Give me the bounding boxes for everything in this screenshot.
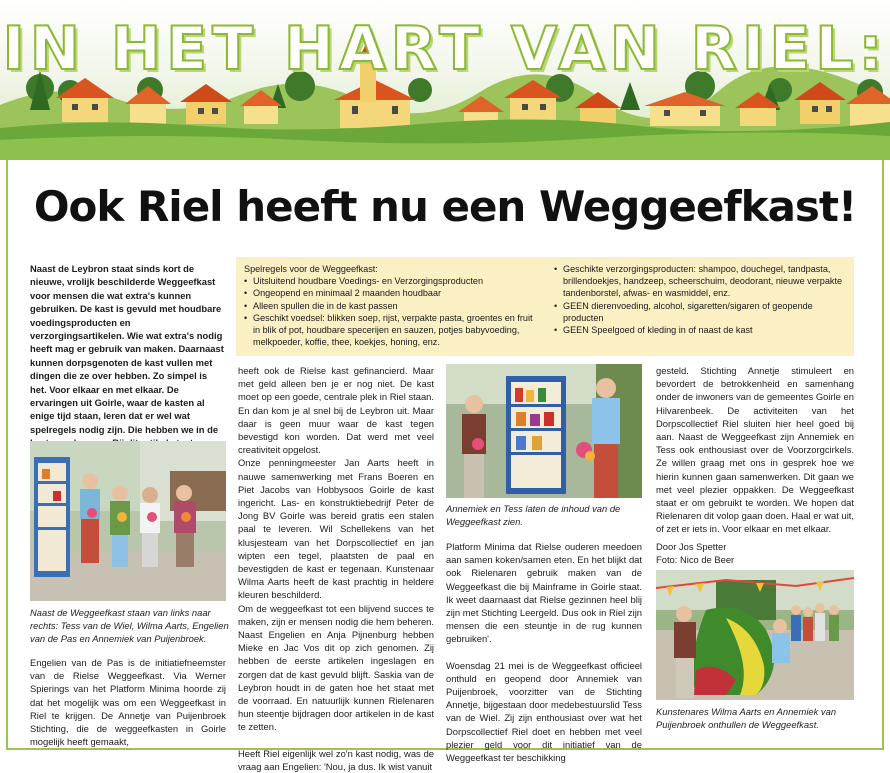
col2-paragraph: heeft ook de Rielse kast gefinancierd. Maar met geld alleen ben je er nog niet. De kast moet op een goede, centrale plek in Riel staan. En dan kom je al snel bij de Leybron uit. Maar daar is geen muur waar de kast tegen bevestigd kon worden. Dat werd met veel creativiteit opgelost.	[238, 365, 434, 456]
rule-item: • Alleen spullen die in de kast passen	[244, 300, 540, 312]
photo3-caption: Kunstenares Wilma Aarts en Annemiek van Puijenbroek onthullen de Weggeefkast.	[656, 706, 837, 731]
rule-item: • GEEN dierenvoeding, alcohol, sigaretten/sigaren of geopende producten	[554, 300, 850, 324]
col3-paragraph: Platform Minima dat Rielse ouderen meedoen aan samen koken/samen eten. En het blijkt dat ook Rielenaren gebruik maken van de Weggeefkast die bij Mainframe in Goirle staat. Ik weet daarnaast dat Rielse gezinnen heel blij zijn met Stichting Leergeld. Dus ook in Riel zijn mensen die een steuntje in de rug kunnen gebruiken'.	[446, 541, 642, 645]
intro-paragraph: Naast de Leybron staat sinds kort de nieuwe, vrolijk beschilderde Weggeefkast voor mensen die wat extra's kunnen gebruiken. De kast is gevuld met houdbare voedingsproducten en verzorgingsartikelen. Wie wat extra's nodig heeft mag er gebruik van maken. Daarnaast kunnen dorpsgenoten de kast vullen met dingen die ze over hebben. Zo simpel is het. Voor elkaar en met elkaar. De ervaringen uit Goirle, waar de kasten al enige tijd staan, leren dat er wel wat spelregels nodig zijn. Die hebben we in de	[30, 263, 224, 435]
rule-item: • Geschikte verzorgingsproducten: shampoo, douchegel, tandpasta, brillendoekjes, handzeep, scheerschuim, deodorant, nieuwe verpakte tandenborstel, afwas- en wasmiddel, enz.	[554, 263, 850, 300]
col2-body	[238, 364, 434, 773]
rules-list-right	[554, 263, 850, 336]
col4-body: gesteld. Stichting Annetje stimuleert en bevordert de betrokkenheid en samenhang onder de inwoners van de gemeentes Goirle en Hilvarenbeek. De activiteiten van het Dorpscollectief Riel sluiten hier heel goed bij aan. Naast de Weggeefkast zijn Annemiek en Tess ook enthousiast over de Voorzorgcirkels. Ze willen graag met ons in gesprek hoe we hierin kunnen gaan samenwerken. Dit gaan we met veel plezier oppakken. De Weggeefkast staat er om gebruikt te worden. We hopen dat Rielenaren dit volop gaan doen. Haal er wat uit, of zet er iets in. Voor elkaar en met elkaar.	[656, 365, 854, 535]
col2-paragraph: Om de weggeefkast tot een blijvend succes te maken, zijn er mensen nodig die hem beheren. Naast Engelien en Anja Pijnenburg hebben Mieke en Jac Vos dit op zich genomen. Zij hebben de eerste artikelen ingeslagen en zorgen dat de kast gevuld blijft. Saskia van de Leybron houdt in de gaten hoe het staat met de voorraad. En natuurlijk kunnen Rielenaren hun steentje bijdragen door artikelen in de kast te zetten.	[238, 602, 434, 733]
rule-item: • Ongeopend en minimaal 2 maanden houdbaar	[244, 287, 540, 299]
credits	[656, 540, 854, 566]
col3-body	[446, 540, 642, 764]
photo-onthulling	[656, 570, 854, 700]
col2-paragraph: Onze penningmeester Jan Aarts heeft in nauwe samenwerking met Frans Boeren en Piet Jacobs van Hobbysoos Goirle de kast ingericht. Las- en konstruktiebedrijf Peter de Jong BV Goirle was bereid gratis een stalen paal te leveren. Wil Schellekens van het klusjesteam van het Dorpscollectief en jan wipten een tegel, plaatsten de paal en bevestigden de kast er tegenaan. Kunstenaar Wilma Aarts heeft de kast prachtig in heldere kleuren beschilderd.	[238, 457, 434, 601]
photo-group-at-kast	[30, 441, 226, 601]
col1-body: Engelien van de Pas is de initiatiefneemster van de Rielse Weggeefkast. Via Werner Spierings van het Platform Minima hoorde zij dat het mogelijk was om een Weggeefkast in Riel te krijgen. De Annetje van Puijenbroek Stichting, die de weggeefkasten in Goirle mogelijk heeft gemaakt,	[30, 657, 226, 748]
byline: Door Jos Spetter	[656, 541, 727, 552]
col2-paragraph: Heeft Riel eigenlijk wel zo'n kast nodig, was de vraag aan Engelien: 'Nou, ja dus. Ik wist vanuit	[238, 747, 434, 772]
photo1-caption: Naast de Weggeefkast staan van links naar rechts: Tess van de Wiel, Wilma Aarts, Engelien van de Pas en Annemiek van Puijenbroek.	[30, 607, 229, 645]
rule-item: • Geschikt voedsel: blikken soep, rijst, verpakte pasta, groentes en fruit in blik of pot, houdbare specerijen en sauzen, potjes babyvoeding, melkpoeder, koffie, thee, koekjes, honing, enz.	[244, 312, 540, 349]
headline: Ook Riel heeft nu een Weggeefkast!	[33, 182, 857, 231]
photo-credit: Foto: Nico de Beer	[656, 554, 735, 566]
rules-title: Spelregels voor de Weggeefkast:	[244, 264, 378, 274]
photo2-caption: Annemiek en Tess laten de inhoud van de Weggeefkast zien.	[446, 503, 621, 528]
rule-item: • GEEN Speelgoed of kleding in of naast de kast	[554, 324, 850, 336]
photo-kast-inhoud	[446, 364, 642, 498]
rule-item: • Uitsluitend houdbare Voedings- en Verzorgingsproducten	[244, 275, 540, 287]
banner	[0, 0, 890, 160]
rules-box	[236, 257, 854, 356]
banner-title: IN HET HART VAN RIEL:	[2, 14, 888, 84]
col3-paragraph: Woensdag 21 mei is de Weggeefkast officieel onthuld en geopend door Annemiek van Puijenbroek, voorzitter van de Stichting Annetje, bijgestaan door medebestuurslid Tess van de Wiel. Zij zijn enthousiast over wat het Dorpscollectief Riel doet en hebben met veel plezier geld voor dit initiatief van de Weggeefkast ter beschikking	[446, 659, 642, 764]
rules-list-left	[244, 275, 540, 348]
